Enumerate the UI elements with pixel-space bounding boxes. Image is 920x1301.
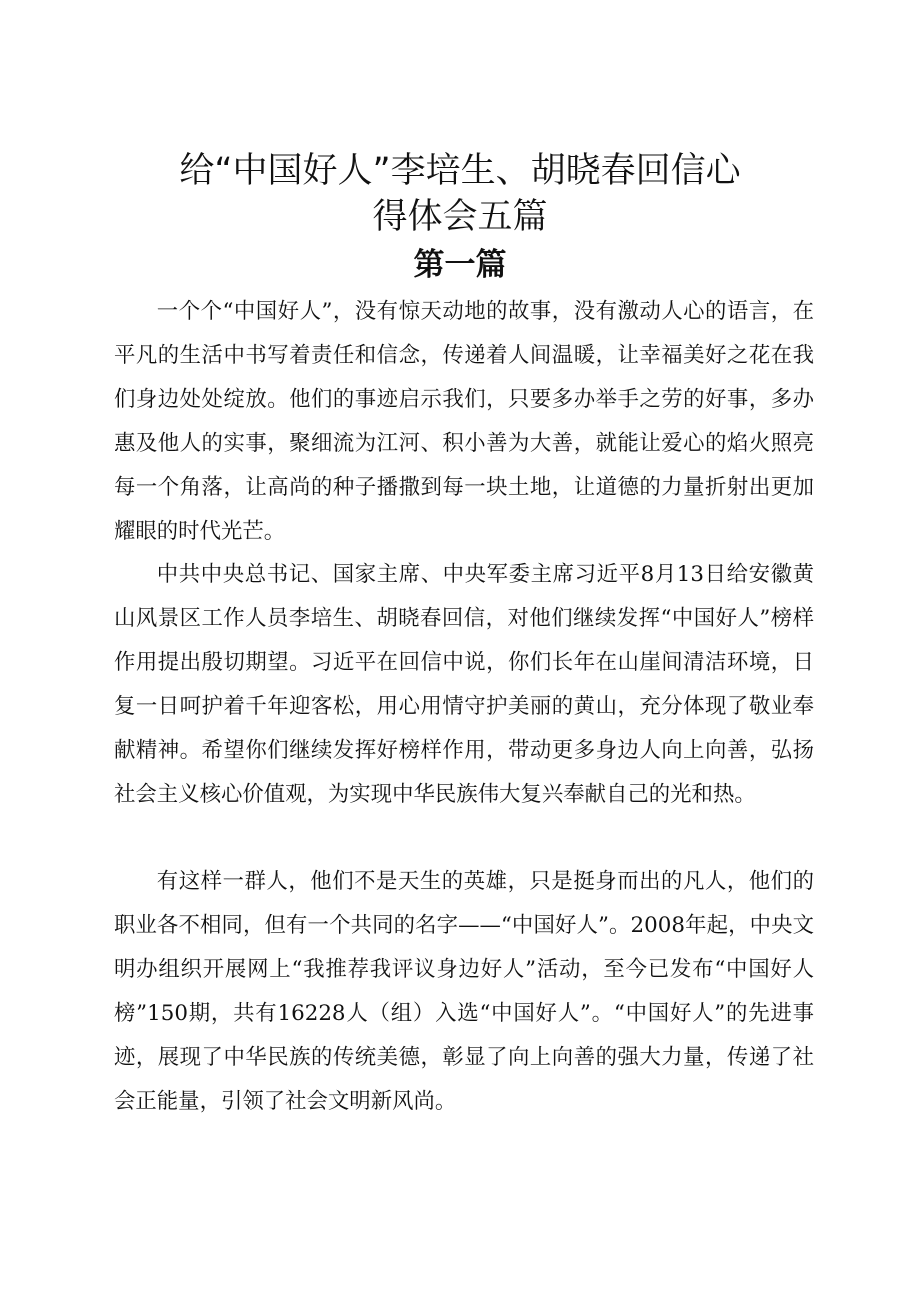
section-heading: 第一篇 [413,247,507,283]
paragraph-2: 中共中央总书记、国家主席、中央军委主席习近平8月13日给安徽黄山风景区工作人员李培生、胡晓春回信，对他们继续发挥“中国好人”榜样作用提出殷切期望。习近平在回信中说，你们长年在山崖间清洁环境，日复一日呵护着千年迎客松，用心用情守护美丽的黄山，充分体现了敬业奉献精神。希望你们继续发挥好榜样作用，带动更多身边人向上向善，弘扬社会主义核心价值观，为实现中华民族伟大复兴奉献自己的光和热。 [114,562,814,807]
paragraph-1: 一个个“中国好人”，没有惊天动地的故事，没有激动人心的语言，在平凡的生活中书写着责任和信念，传递着人间温暖，让幸福美好之花在我们身边处处绽放。他们的事迹启示我们，只要多办举手之劳的好事，多办惠及他人的实事，聚细流为江河、积小善为大善，就能让爱心的焰火照亮每一个角落，让高尚的种子播撒到每一块土地，让道德的力量折射出更加耀眼的时代光芒。 [114,299,814,544]
paragraph-3: 有这样一群人，他们不是天生的英雄，只是挺身而出的凡人，他们的职业各不相同，但有一个共同的名字——“中国好人”。2008年起，中央文明办组织开展网上“我推荐我评议身边好人”活动，至今已发布“中国好人榜”150期，共有16228人（组）入选“中国好人”。“中国好人”的先进事迹，展现了中华民族的传统美德，彰显了向上向善的强大力量，传递了社会正能量，引领了社会文明新风尚。 [114,869,814,1114]
document-title-line-2: 得体会五篇 [372,197,548,237]
document-title-line-1: 给“中国好人”李培生、胡晓春回信心 [179,151,741,191]
